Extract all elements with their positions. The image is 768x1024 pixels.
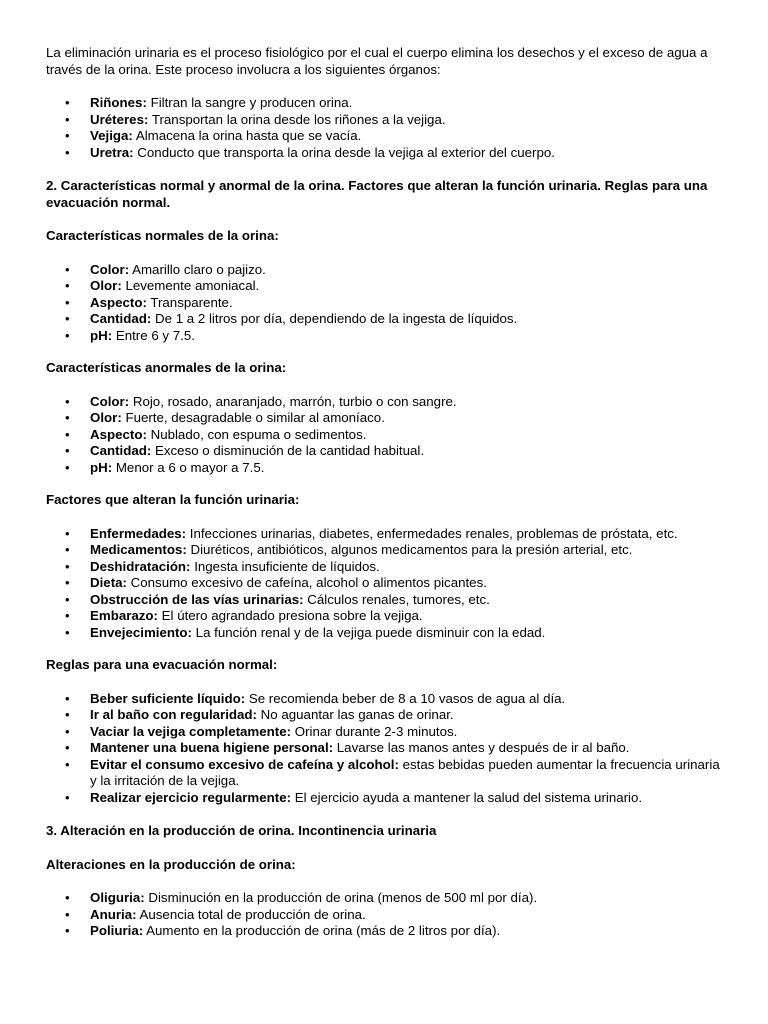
alterations-heading: Alteraciones en la producción de orina: <box>46 856 296 872</box>
list-item: • Color: Amarillo claro o pajizo. <box>46 262 726 279</box>
list-item: • Olor: Levemente amoniacal. <box>46 278 726 295</box>
list-item: • Embarazo: El útero agrandado presiona sobre la vejiga. <box>46 608 726 625</box>
list-item: • Anuria: Ausencia total de producción de orina. <box>46 907 726 924</box>
list-item: • Aspecto: Transparente. <box>46 295 726 312</box>
list-item: • Envejecimiento: La función renal y de la vejiga puede disminuir con la edad. <box>46 625 726 642</box>
abnormal-characteristics-list <box>46 394 726 477</box>
list-item: • Uretra: Conducto que transporta la orina desde la vejiga al exterior del cuerpo. <box>46 145 726 162</box>
list-item: • pH: Menor a 6 o mayor a 7.5. <box>46 460 726 477</box>
section-3-heading: 3. Alteración en la producción de orina. Incontinencia urinaria <box>46 823 437 838</box>
list-item: • Evitar el consumo excesivo de cafeína y alcohol: estas bebidas pueden aumentar la frecuencia urinaria y la irritación de la vejiga. <box>46 757 726 790</box>
section-2-heading: 2. Características normal y anormal de la orina. Factores que alteran la función urinaria. Reglas para una evacuación normal. <box>46 178 708 210</box>
rules-list <box>46 691 726 807</box>
list-item: • Poliuria: Aumento en la producción de orina (más de 2 litros por día). <box>46 923 726 940</box>
factors-heading: Factores que alteran la función urinaria: <box>46 492 300 507</box>
list-item: • Vaciar la vejiga completamente: Orinar durante 2-3 minutos. <box>46 724 726 741</box>
list-item: • Ir al baño con regularidad: No aguantar las ganas de orinar. <box>46 707 726 724</box>
intro-paragraph: La eliminación urinaria es el proceso fisiológico por el cual el cuerpo elimina los desechos y el exceso de agua a través de la orina. Este proceso involucra a los siguientes órganos: <box>46 45 708 77</box>
list-item: • Medicamentos: Diuréticos, antibióticos, algunos medicamentos para la presión arterial, etc. <box>46 542 726 559</box>
factors-list <box>46 526 726 642</box>
list-item: • Cantidad: De 1 a 2 litros por día, dependiendo de la ingesta de líquidos. <box>46 311 726 328</box>
list-item: • Riñones: Filtran la sangre y producen orina. <box>46 95 726 112</box>
list-item: • Vejiga: Almacena la orina hasta que se vacía. <box>46 128 726 145</box>
alterations-list <box>46 890 726 940</box>
normal-characteristics-list <box>46 262 726 345</box>
list-item: • Obstrucción de las vías urinarias: Cálculos renales, tumores, etc. <box>46 592 726 609</box>
list-item: • Dieta: Consumo excesivo de cafeína, alcohol o alimentos picantes. <box>46 575 726 592</box>
list-item: • Cantidad: Exceso o disminución de la cantidad habitual. <box>46 443 726 460</box>
organs-list <box>46 95 726 161</box>
normal-characteristics-heading: Características normales de la orina: <box>46 228 279 243</box>
list-item: • Uréteres: Transportan la orina desde los riñones a la vejiga. <box>46 112 726 129</box>
list-item: • Beber suficiente líquido: Se recomienda beber de 8 a 10 vasos de agua al día. <box>46 691 726 708</box>
list-item: • Deshidratación: Ingesta insuficiente de líquidos. <box>46 559 726 576</box>
list-item: • Color: Rojo, rosado, anaranjado, marrón, turbio o con sangre. <box>46 394 726 411</box>
list-item: • Enfermedades: Infecciones urinarias, diabetes, enfermedades renales, problemas de próstata, etc. <box>46 526 726 543</box>
list-item: • Oliguria: Disminución en la producción de orina (menos de 500 ml por día). <box>46 890 726 907</box>
list-item: • Olor: Fuerte, desagradable o similar al amoníaco. <box>46 410 726 427</box>
list-item: • Aspecto: Nublado, con espuma o sedimentos. <box>46 427 726 444</box>
abnormal-characteristics-heading: Características anormales de la orina: <box>46 360 287 375</box>
rules-heading: Reglas para una evacuación normal: <box>46 657 278 672</box>
list-item: • Realizar ejercicio regularmente: El ejercicio ayuda a mantener la salud del sistema urinario. <box>46 790 726 807</box>
document-body <box>46 45 726 940</box>
list-item: • pH: Entre 6 y 7.5. <box>46 328 726 345</box>
list-item: • Mantener una buena higiene personal: Lavarse las manos antes y después de ir al baño. <box>46 740 726 757</box>
